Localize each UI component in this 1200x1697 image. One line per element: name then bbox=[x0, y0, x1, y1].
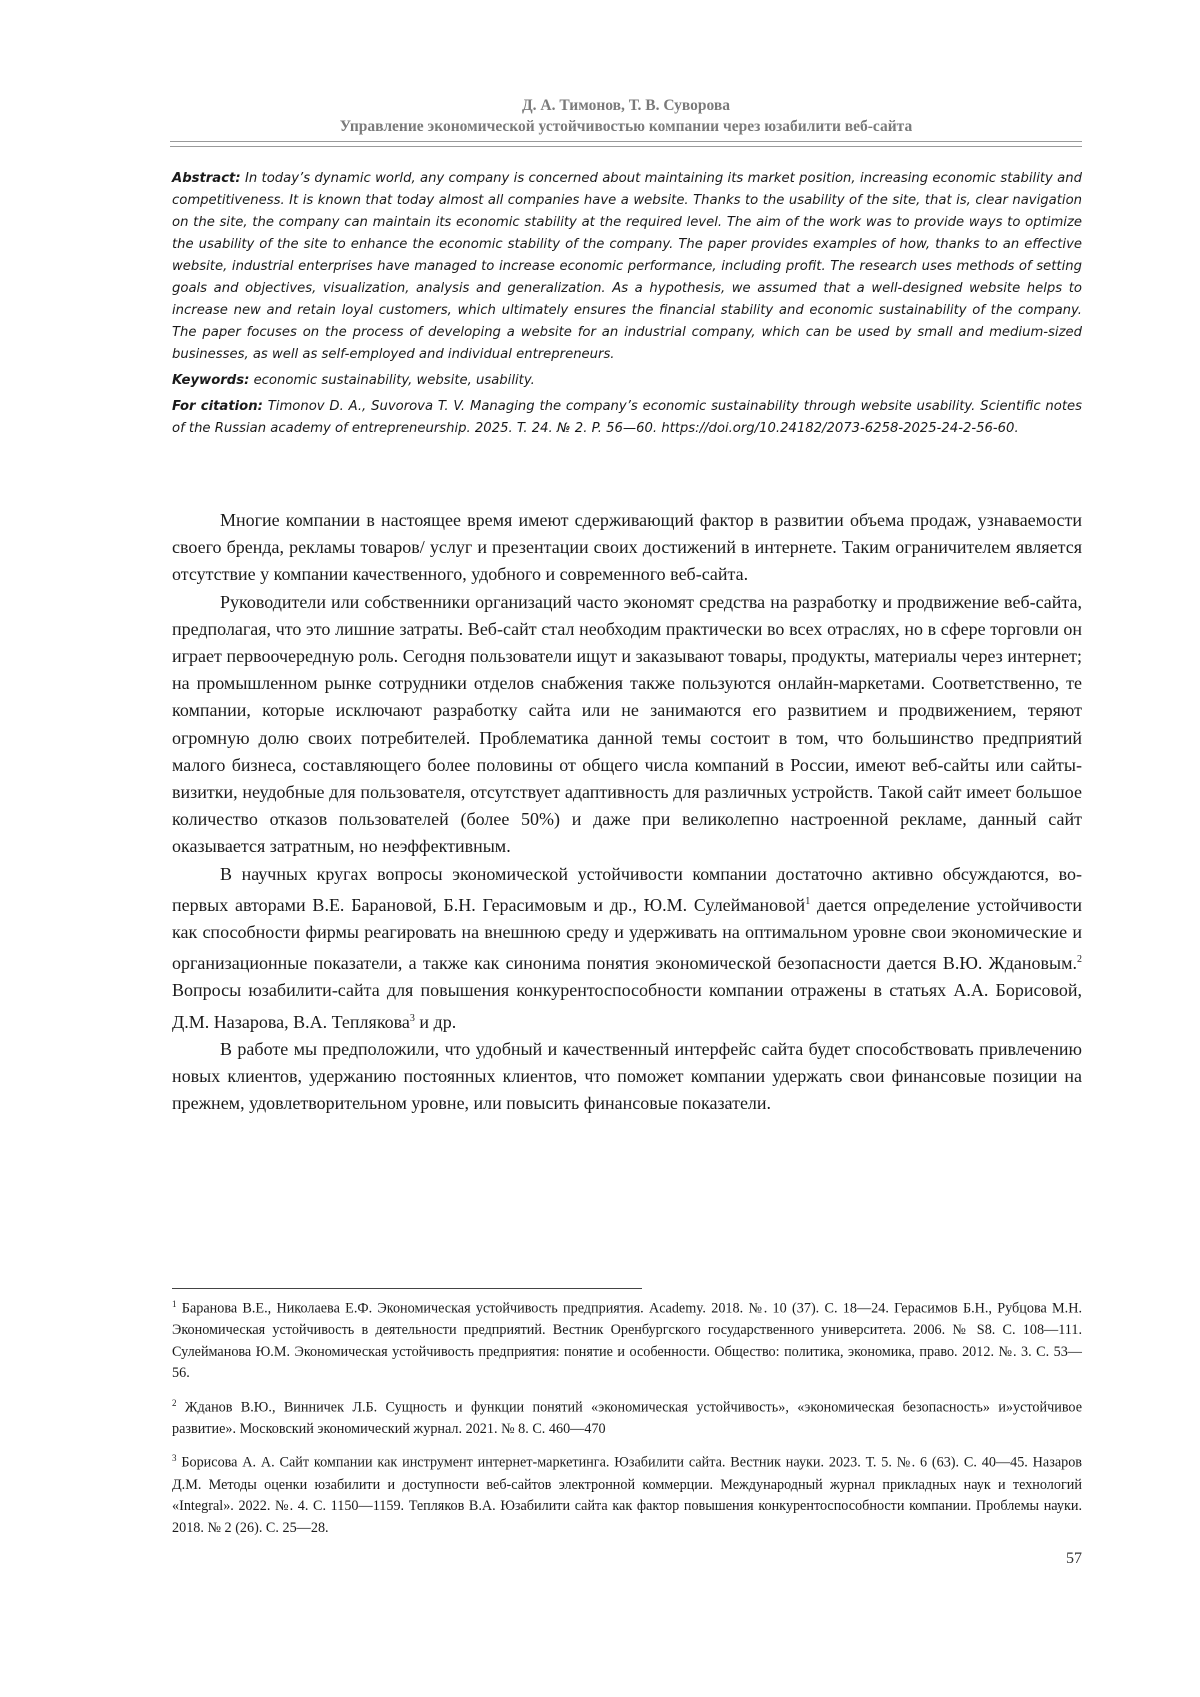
footnote-separator bbox=[172, 1288, 642, 1289]
citation-label: For citation: bbox=[172, 399, 263, 414]
footnote-number: 2 bbox=[172, 1397, 177, 1408]
footnote-3 bbox=[172, 1448, 1082, 1539]
footnotes bbox=[172, 1294, 1082, 1547]
p3-part-b: дается определение устойчивости как способности фирмы реагировать на внешнюю среду и удерживать на оптимальном уровне свои экономические и организационные показатели, а также как синонима понятия экономической безопасности дается В.Ю. Ждановым. bbox=[172, 894, 1083, 974]
header-title: Управление экономической устойчивостью компании через юзабилити веб-сайта bbox=[339, 118, 913, 135]
main-text bbox=[172, 507, 1082, 1117]
p3-part-a: В научных кругах вопросы экономической устойчивости компании достаточно активно обсуждаются, во-первых авторами В.Е. Барановой, Б.Н. Герасимовым и др., Ю.М. Сулеймановой bbox=[172, 863, 1082, 915]
footnote-text: Борисова А. А. Сайт компании как инструмент интернет-маркетинга. Юзабилити сайта. Вестник науки. 2023. Т. 5. №. 6 (63). С. 40—45. Назаров Д.М. Методы оценки юзабилити и доступности веб-сайтов электронной коммерции. Международный журнал прикладных наук и технологий «Integral». 2022. №. 4. С. 1150—1159. Тепляков В.А. Юзабилити сайта как фактор повышения конкурентоспособности компании. Проблемы науки. 2018. № 2 (26). С. 25—28. bbox=[172, 1455, 1083, 1536]
header-rule-bottom bbox=[170, 146, 1082, 147]
page-number: 57 bbox=[1066, 1550, 1082, 1567]
abstract-label: Abstract: bbox=[172, 171, 241, 186]
footnote-number: 3 bbox=[172, 1453, 177, 1464]
body-paragraph-1: Многие компании в настоящее время имеют сдерживающий фактор в развитии объема продаж, узнаваемости своего бренда, рекламы товаров/ услуг и презентации своих достижений в интернете. Таким ограничителем является отсутствие у компании качественного, удобного и современного веб-сайта. bbox=[172, 510, 1082, 585]
abstract-block bbox=[172, 168, 1082, 444]
header-authors: Д. А. Тимонов, Т. В. Суворова bbox=[521, 97, 731, 114]
abstract-paragraph bbox=[172, 168, 1082, 366]
footnote-ref-1[interactable]: 1 bbox=[805, 895, 811, 907]
footnote-ref-2[interactable]: 2 bbox=[1077, 954, 1082, 966]
body-paragraph-3 bbox=[172, 861, 1082, 1036]
footnote-1 bbox=[172, 1294, 1082, 1385]
header-rule-top bbox=[170, 141, 1082, 142]
body-paragraph-4: В работе мы предположили, что удобный и качественный интерфейс сайта будет способствовать привлечению новых клиентов, удержанию постоянных клиентов, что поможет компании удержать свои финансовые позиции на прежнем, удовлетворительном уровне, или повысить финансовые показатели. bbox=[172, 1038, 1082, 1114]
p3-part-c: Вопросы юзабилити-сайта для повышения конкурентоспособности компании отражены в статьях А.А. Борисовой, Д.М. Назарова, В.А. Теплякова bbox=[172, 980, 1082, 1032]
keywords-text: economic sustainability, website, usability. bbox=[253, 373, 535, 388]
body-paragraph-2: Руководители или собственники организаций часто экономят средства на разработку и продвижение веб-сайта, предполагая, что это лишние затраты. Веб-сайт стал необходим практически во всех отраслях, но в сфере торговли он играет первоочередную роль. Сегодня пользователи ищут и заказывают товары, продукты, материалы через интернет; на промышленном рынке сотрудники отделов снабжения также пользуются онлайн-маркетами. Соответственно, те компании, которые исключают разработку сайта или не занимаются его развитием и продвижением, теряют огромную долю своих потребителей. Проблематика данной темы состоит в том, что большинство предприятий малого бизнеса, составляющего более половины от общего числа компаний в России, имеют веб-сайты или сайты-визитки, неудобные для пользователя, отсутствует адаптивность для различных устройств. Такой сайт имеет большое количество отказов пользователей (более 50%) и даже при великолепно настроенной рекламе, данный сайт оказывается затратным, но неэффективным. bbox=[172, 591, 1082, 857]
footnote-2 bbox=[172, 1393, 1082, 1441]
footnote-number: 1 bbox=[172, 1299, 177, 1309]
keywords-paragraph bbox=[172, 370, 1082, 392]
footnote-text: Жданов В.Ю., Винничек Л.Б. Сущность и функции понятий «экономическая устойчивость», «экономическая безопасность» и»устойчивое развитие». Московский экономический журнал. 2021. № 8. С. 460—470 bbox=[172, 1399, 1082, 1437]
p3-part-d: и др. bbox=[414, 1011, 457, 1032]
footnote-ref-3[interactable]: 3 bbox=[409, 1012, 415, 1024]
citation-paragraph bbox=[172, 396, 1082, 440]
running-header bbox=[170, 95, 1082, 137]
footnote-text: Баранова В.Е., Николаева Е.Ф. Экономическая устойчивость предприятия. Academy. 2018. №. 10 (37). С. 18—24. Герасимов Б.Н., Рубцова М.Н. Экономическая устойчивость в деятельности предприятий. Вестник Оренбургского государственного университета. 2006. № S8. С. 108—111. Сулейманова Ю.М. Экономическая устойчивость предприятия: понятие и особенности. Общество: политика, экономика, право. 2012. №. 3. С. 53—56. bbox=[172, 1300, 1083, 1382]
keywords-label: Keywords: bbox=[172, 373, 250, 388]
abstract-text: In today’s dynamic world, any company is concerned about maintaining its market position, increasing economic stability and competitiveness. It is known that today almost all companies have a website. Thanks to the usability of the site, that is, clear navigation on the site, the company can maintain its economic stability at the required level. The aim of the work was to provide ways to optimize the usability of the site to enhance the economic stability of the company. The paper provides examples of how, thanks to an effective website, industrial enterprises have managed to increase economic performance, including profit. The research uses methods of setting goals and objectives, visualization, analysis and generalization. As a hypothesis, we assumed that a well-designed website helps to increase new and retain loyal customers, which ultimately ensures the financial stability and economic sustainability of the company. The paper focuses on the process of developing a website for an industrial company, which can be used by small and medium-sized businesses, as well as self-employed and individual entrepreneurs. bbox=[172, 171, 1082, 362]
citation-text: Timonov D. A., Suvorova T. V. Managing the company’s economic sustainability through website usability. Scientific notes of the Russian academy of entrepreneurship. 2025. T. 24. № 2. P. 56—60. https://doi.org/10.24182/2073-6258-2025-24-2-56-60. bbox=[172, 399, 1082, 436]
